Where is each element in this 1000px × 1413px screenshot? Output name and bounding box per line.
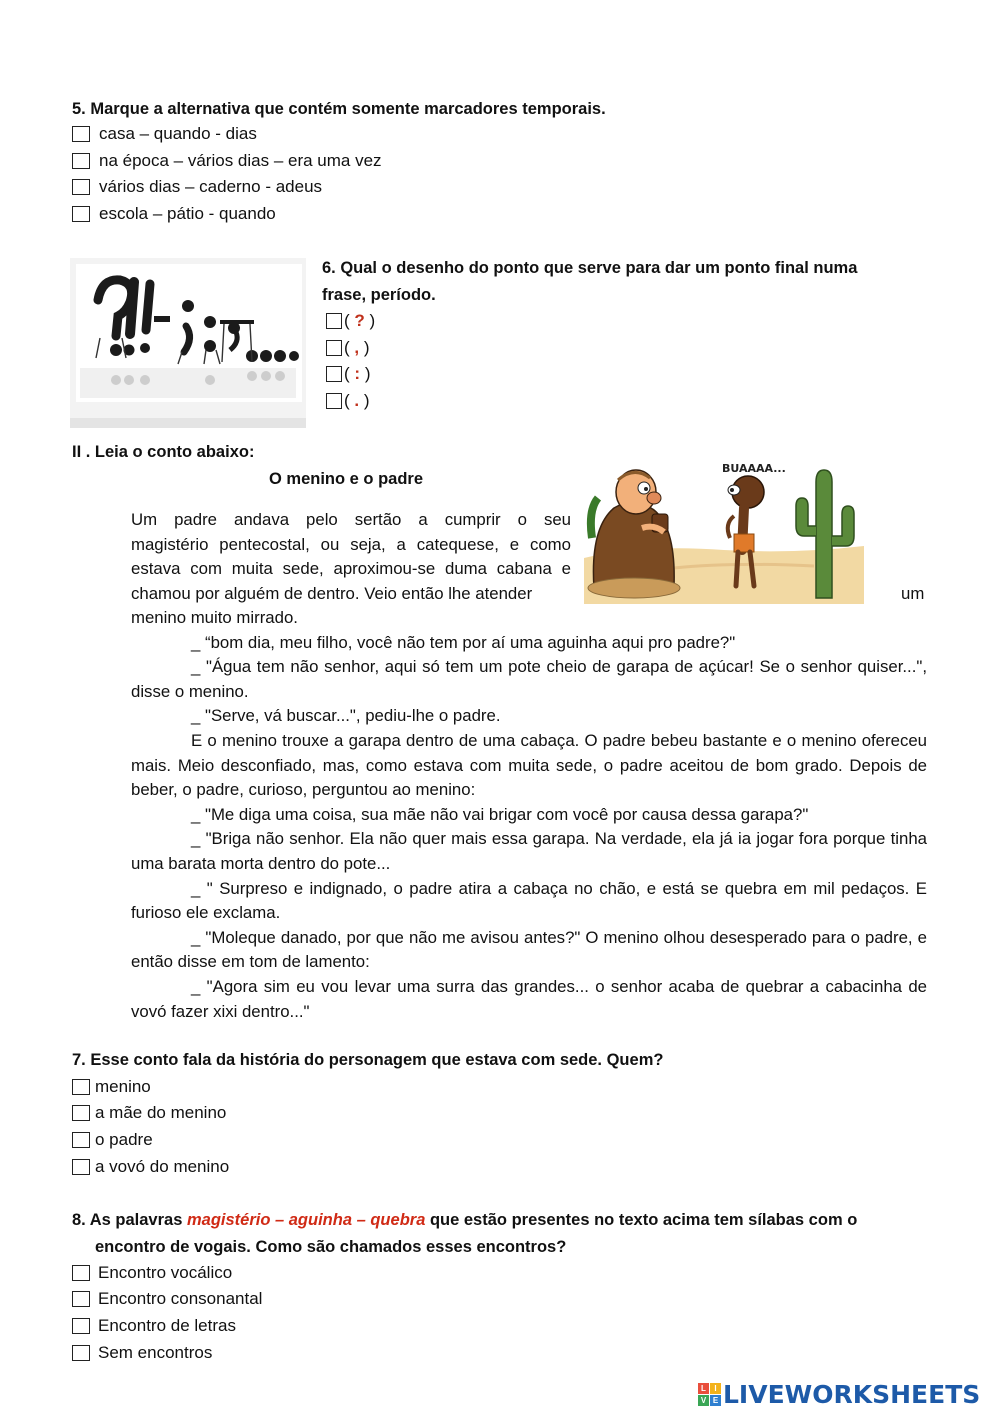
logo-mark-icon: L I V E <box>698 1383 721 1406</box>
q6-option-3[interactable]: ( : ) <box>326 362 370 386</box>
q5-option-4[interactable]: escola – pátio - quando <box>72 202 276 226</box>
checkbox[interactable] <box>72 1079 90 1095</box>
q8-option-3[interactable]: Encontro de letras <box>72 1314 236 1338</box>
colon-mark: : <box>354 364 361 383</box>
checkbox[interactable] <box>72 1265 90 1281</box>
question-mark: ? <box>354 311 365 330</box>
liveworksheets-logo <box>698 1381 980 1407</box>
q7-option-4[interactable]: a vovó do menino <box>72 1155 229 1179</box>
checkbox[interactable] <box>72 206 90 222</box>
q7-option-3[interactable]: o padre <box>72 1128 153 1152</box>
q8-option-1[interactable]: Encontro vocálico <box>72 1261 232 1285</box>
q5-option-2[interactable]: na época – vários dias – era uma vez <box>72 149 382 173</box>
q6-option-2[interactable]: ( , ) <box>326 336 370 360</box>
checkbox[interactable] <box>72 1318 90 1334</box>
q8-highlight-words: magistério – aguinha – quebra <box>186 1211 426 1229</box>
punctuation-characters-image <box>70 258 306 428</box>
story-paragraph-1: Um padre andava pelo sertão a cumprir o seu magistério pentecostal, ou seja, a catequese, e como estava com muita sede, aproximou-se duma cabana e chamou por alguém de dentro. Veio então lhe atender <box>131 510 571 603</box>
q8-title-line1: 8. As palavras magistério – aguinha – quebra que estão presentes no texto acima tem sílabas com o <box>72 1211 858 1229</box>
q8-option-4[interactable]: Sem encontros <box>72 1341 212 1365</box>
story-title: O menino e o padre <box>269 470 424 488</box>
q7-option-1[interactable]: menino <box>72 1075 151 1099</box>
q7-option-2[interactable]: a mãe do menino <box>72 1101 226 1125</box>
checkbox[interactable] <box>72 126 90 142</box>
logo-text: LIVEWORKSHEETS <box>723 1379 981 1409</box>
checkbox[interactable] <box>72 1159 90 1175</box>
q5-option-3[interactable]: vários dias – caderno - adeus <box>72 175 322 199</box>
q5-title: 5. Marque a alternativa que contém somente marcadores temporais. <box>72 100 606 118</box>
checkbox[interactable] <box>72 179 90 195</box>
q7-title: 7. Esse conto fala da história do personagem que estava com sede. Quem? <box>72 1051 664 1069</box>
checkbox[interactable] <box>72 1132 90 1148</box>
checkbox[interactable] <box>326 366 342 382</box>
checkbox[interactable] <box>326 393 342 409</box>
checkbox[interactable] <box>72 1345 90 1361</box>
q6-option-4[interactable]: ( . ) <box>326 389 370 413</box>
story-body: menino muito mirrado. _ “bom dia, meu filho, você não tem por aí uma aguinha aqui pro padre?" _ "Água tem não senhor, aqui só tem um pote cheio de garapa de açúcar! Se o senhor quiser...", disse o menino. _ "Serve, vá buscar...", pediu-lhe o padre. E o menino trouxe a garapa dentro de uma cabaça. O padre bebeu bastante e o menino ofereceu mais. Meio desconfiado, mas, como estava com muita sede, o padre aceitou de bom grado. Depois de beber, o padre, curioso, perguntou ao menino: _ "Me diga uma coisa, sua mãe não vai brigar com você por causa dessa garapa?" _ "Briga não senhor. Ela não quer mais essa garapa. Na verdade, ela já ia jogar fora porque tinha uma barata morta dentro do pote... _ " Surpreso e indignado, o padre atira a cabaça no chão, e está se quebra em mil pedaços. E furioso ele exclama. _ "Moleque danado, por que não me avisou antes?" O menino olhou desesperado para o padre, e então disse em tom de lamento: _ "Agora sim eu vou levar uma surra das grandes... o senhor acaba de quebrar a cabacinha de vovó fazer xixi dentro..." <box>131 608 927 1021</box>
q8-title-line2: encontro de vogais. Como são chamados esses encontros? <box>95 1238 567 1256</box>
q6-title-line2: frase, período. <box>322 286 436 304</box>
comma-mark: , <box>354 338 360 357</box>
checkbox[interactable] <box>72 1105 90 1121</box>
q6-option-1[interactable]: ( ? ) <box>326 309 375 333</box>
q8-option-2[interactable]: Encontro consonantal <box>72 1287 262 1311</box>
cartoon-caption: BUAAAA... <box>722 462 786 475</box>
q6-title-line1: 6. Qual o desenho do ponto que serve para dar um ponto final numa <box>322 259 858 277</box>
checkbox[interactable] <box>326 313 342 329</box>
checkbox[interactable] <box>72 153 90 169</box>
period-mark: . <box>354 391 360 410</box>
checkbox[interactable] <box>72 1291 90 1307</box>
story-word-um: um <box>901 584 925 603</box>
section-heading: II . Leia o conto abaixo: <box>72 443 255 461</box>
q5-option-1[interactable]: casa – quando - dias <box>72 122 257 146</box>
priest-and-boy-cartoon <box>584 458 864 604</box>
checkbox[interactable] <box>326 340 342 356</box>
